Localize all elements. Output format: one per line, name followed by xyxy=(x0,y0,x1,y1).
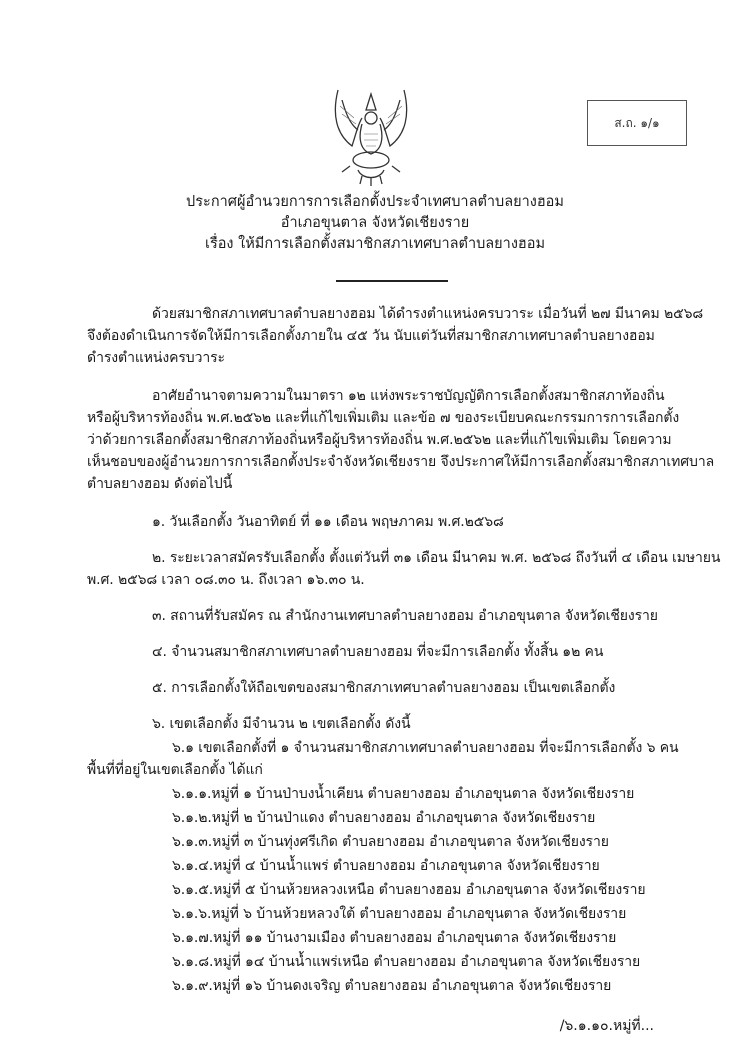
para1-line: จึงต้องดำเนินการจัดให้มีการเลือกตั้งภายใน ๔๕ วัน นับแต่วันที่สมาชิกสภาเทศบาลตำบลยางฮอม xyxy=(87,328,655,344)
village-item: ๖.๑.๖.หมู่ที่ ๖ บ้านห้วยหลวงใต้ ตำบลยางฮอม อำเภอขุนตาล จังหวัดเชียงราย xyxy=(172,906,627,922)
item-application-period-cont: พ.ศ. ๒๕๖๘ เวลา ๐๘.๓๐ น. ถึงเวลา ๑๖.๓๐ น. xyxy=(87,572,365,588)
form-code-box xyxy=(587,100,687,146)
continuation-marker: /๖.๑.๑๐.หมู่ที่... xyxy=(559,1018,654,1034)
announcement-subject: เรื่อง ให้มีการเลือกตั้งสมาชิกสภาเทศบาลตำบลยางฮอม xyxy=(204,236,546,252)
item-election-date: ๑. วันเลือกตั้ง วันอาทิตย์ ที่ ๑๑ เดือน พฤษภาคม พ.ศ.๒๕๖๘ xyxy=(152,514,504,530)
form-code: ส.ถ. ๑/๑ xyxy=(614,115,660,130)
garuda-emblem-icon xyxy=(328,84,414,188)
village-item: ๖.๑.๔.หมู่ที่ ๔ บ้านน้ำแพร่ ตำบลยางฮอม อำเภอขุนตาล จังหวัดเชียงราย xyxy=(172,858,600,874)
village-item: ๖.๑.๗.หมู่ที่ ๑๑ บ้านงามเมือง ตำบลยางฮอม อำเภอขุนตาล จังหวัดเชียงราย xyxy=(172,930,617,946)
para2-line: เห็นชอบของผู้อำนวยการการเลือกตั้งประจำจังหวัดเชียงราย จึงประกาศให้มีการเลือกตั้งสมาชิกสภาเทศบาล xyxy=(87,454,715,470)
para2-line: หรือผู้บริหารท้องถิ่น พ.ศ.๒๕๖๒ และที่แก้ไขเพิ่มเติม และข้อ ๗ ของระเบียบคณะกรรมการการเลือกตั้ง xyxy=(87,410,680,426)
item-constituency-1-area: พื้นที่ที่อยู่ในเขตเลือกตั้ง ได้แก่ xyxy=(87,762,263,778)
item-member-count: ๔. จำนวนสมาชิกสภาเทศบาลตำบลยางฮอม ที่จะมีการเลือกตั้ง ทั้งสิ้น ๑๒ คน xyxy=(152,644,604,660)
village-item: ๖.๑.๒.หมู่ที่ ๒ บ้านป่าแดง ตำบลยางฮอม อำเภอขุนตาล จังหวัดเชียงราย xyxy=(172,810,596,826)
village-item: ๖.๑.๓.หมู่ที่ ๓ บ้านทุ่งศรีเกิด ตำบลยางฮอม อำเภอขุนตาล จังหวัดเชียงราย xyxy=(172,834,609,850)
para2-line: อาศัยอำนาจตามความในมาตรา ๑๒ แห่งพระราชบัญญัติการเลือกตั้งสมาชิกสภาท้องถิ่น xyxy=(152,388,665,404)
village-item: ๖.๑.๙.หมู่ที่ ๑๖ บ้านดงเจริญ ตำบลยางฮอม อำเภอขุนตาล จังหวัดเชียงราย xyxy=(172,978,612,994)
announcement-location: อำเภอขุนตาล จังหวัดเชียงราย xyxy=(280,215,470,231)
item-application-period: ๒. ระยะเวลาสมัครรับเลือกตั้ง ตั้งแต่วันที่ ๓๑ เดือน มีนาคม พ.ศ. ๒๕๖๘ ถึงวันที่ ๔ เดือน เมษายน xyxy=(152,550,721,566)
para1-line: ดำรงตำแหน่งครบวาระ xyxy=(87,350,225,366)
item-constituency-1: ๖.๑ เขตเลือกตั้งที่ ๑ จำนวนสมาชิกสภาเทศบาลตำบลยางฮอม ที่จะมีการเลือกตั้ง ๖ คน xyxy=(172,740,679,756)
para2-line: ตำบลยางฮอม ดังต่อไปนี้ xyxy=(87,476,233,492)
title-divider xyxy=(336,280,448,282)
village-item: ๖.๑.๑.หมู่ที่ ๑ บ้านป่าบงน้ำเคียน ตำบลยางฮอม อำเภอขุนตาล จังหวัดเชียงราย xyxy=(172,786,635,802)
para1-line: ด้วยสมาชิกสภาเทศบาลตำบลยางฮอม ได้ดำรงตำแหน่งครบวาระ เมื่อวันที่ ๒๗ มีนาคม ๒๕๖๘ xyxy=(152,306,704,322)
item-constituencies: ๖. เขตเลือกตั้ง มีจำนวน ๒ เขตเลือกตั้ง ดังนี้ xyxy=(152,716,411,732)
item-constituency-rule: ๕. การเลือกตั้งให้ถือเขตของสมาชิกสภาเทศบาลตำบลยางฮอม เป็นเขตเลือกตั้ง xyxy=(152,680,616,696)
item-application-place: ๓. สถานที่รับสมัคร ณ สำนักงานเทศบาลตำบลยางฮอม อำเภอขุนตาล จังหวัดเชียงราย xyxy=(152,608,658,624)
village-item: ๖.๑.๘.หมู่ที่ ๑๔ บ้านน้ำแพร่เหนือ ตำบลยางฮอม อำเภอขุนตาล จังหวัดเชียงราย xyxy=(172,954,641,970)
village-item: ๖.๑.๕.หมู่ที่ ๕ บ้านห้วยหลวงเหนือ ตำบลยางฮอม อำเภอขุนตาล จังหวัดเชียงราย xyxy=(172,882,646,898)
announcement-title: ประกาศผู้อำนวยการการเลือกตั้งประจำเทศบาลตำบลยางฮอม xyxy=(186,194,564,210)
para2-line: ว่าด้วยการเลือกตั้งสมาชิกสภาท้องถิ่นหรือผู้บริหารท้องถิ่น พ.ศ.๒๕๖๒ และที่แก้ไขเพิ่มเติม โดยความ xyxy=(87,432,672,448)
